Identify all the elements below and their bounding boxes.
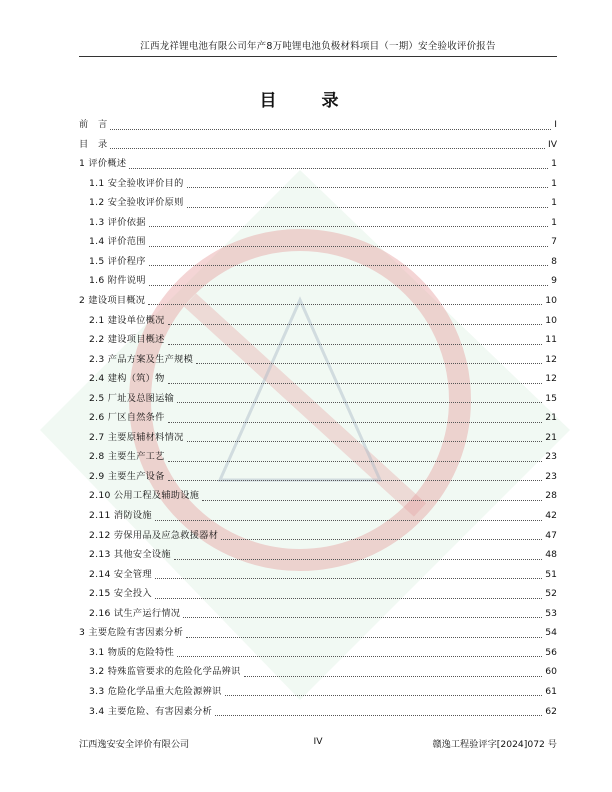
toc-leader-dots (168, 324, 543, 325)
toc-entry-label: 1.4 评价范围 (89, 236, 146, 248)
toc-entry[interactable] (79, 607, 557, 621)
toc-entry-page: 23 (545, 470, 557, 482)
toc-leader-dots (187, 207, 549, 208)
toc-entry-page: 1 (551, 216, 557, 228)
toc-entry-label: 2.3 产品方案及生产规模 (89, 353, 194, 365)
toc-entry-page: 60 (545, 666, 557, 678)
toc-entry-page: 21 (545, 412, 557, 424)
report-number: 赣逸工程验评字[2024]072 号 (432, 739, 557, 750)
toc-leader-dots (149, 265, 548, 266)
toc-entry-page: 51 (545, 568, 557, 580)
toc-entry-label: 3.2 特殊监管要求的危险化学品辨识 (89, 666, 241, 678)
toc-entry-page: 15 (545, 392, 557, 404)
toc-entry-page: 28 (545, 490, 557, 502)
toc-entry-label: 2.15 安全投入 (89, 588, 152, 600)
toc-entry-page: 10 (545, 314, 557, 326)
toc-leader-dots (186, 637, 542, 638)
toc-leader-dots (187, 441, 543, 442)
toc-entry[interactable] (79, 450, 557, 464)
toc-entry[interactable] (79, 353, 557, 367)
toc-leader-dots (187, 187, 549, 188)
toc-leader-dots (149, 226, 548, 227)
toc-leader-dots (155, 578, 542, 579)
toc-leader-dots (155, 598, 542, 599)
toc-entry[interactable] (79, 235, 557, 249)
toc-entry-page: 56 (545, 646, 557, 658)
toc-entry-page: 8 (551, 255, 557, 267)
toc-entry-label: 2 建设项目概况 (79, 294, 146, 306)
toc-entry-label: 2.2 建设项目概述 (89, 334, 165, 346)
toc-leader-dots (215, 715, 542, 716)
toc-entry-page: 23 (545, 451, 557, 463)
toc-entry-page: 48 (545, 549, 557, 561)
toc-leader-dots (177, 656, 542, 657)
toc-leader-dots (148, 304, 542, 305)
toc-entry-label: 3.1 物质的危险特性 (89, 646, 175, 658)
toc-entry[interactable] (79, 392, 557, 406)
toc-entry[interactable] (79, 216, 557, 230)
toc-entry-page: 42 (545, 510, 557, 521)
toc-entry-page: 12 (545, 353, 557, 365)
toc-entry[interactable] (79, 138, 557, 152)
toc-entry-page: 62 (545, 705, 557, 717)
toc-entry[interactable] (79, 411, 557, 425)
toc-entry-page: 47 (545, 529, 557, 541)
toc-entry-label: 2.8 主要生产工艺 (89, 451, 165, 463)
toc-entry-page: 52 (545, 588, 557, 600)
page-number: IV (313, 736, 323, 747)
toc-entry-label: 3.4 主要危险、有害因素分析 (89, 705, 213, 717)
toc-entry[interactable] (79, 118, 557, 132)
toc-leader-dots (177, 402, 542, 403)
toc-entry[interactable] (79, 372, 557, 386)
toc-entry[interactable] (79, 294, 557, 308)
toc-entry-page: 12 (545, 373, 557, 385)
toc-leader-dots (129, 168, 548, 169)
toc-entry-label: 3 主要危险有害因素分析 (79, 627, 184, 639)
toc-entry-page: 21 (545, 431, 557, 443)
toc-entry[interactable] (79, 255, 557, 269)
header-rule (79, 56, 557, 57)
toc-leader-dots (244, 676, 543, 677)
toc-entry[interactable] (79, 587, 557, 601)
toc-entry-page: I (554, 119, 557, 130)
toc-entry-label: 1.3 评价依据 (89, 216, 146, 228)
toc-entry[interactable] (79, 568, 557, 582)
toc-entry-label: 2.5 厂址及总图运输 (89, 392, 175, 404)
toc-entry-page: IV (548, 138, 557, 150)
toc-entry-label: 2.16 试生产运行情况 (89, 607, 181, 619)
toc-entry[interactable] (79, 333, 557, 347)
toc-leader-dots (110, 148, 545, 149)
toc-leader-dots (149, 246, 548, 247)
toc-leader-dots (221, 539, 542, 540)
toc-entry-label: 3.3 危险化学品重大危险源辨识 (89, 685, 222, 697)
running-header: 江西龙祥锂电池有限公司年产8万吨锂电池负极材料项目（一期）安全验收评价报告 (140, 41, 496, 52)
toc-entry[interactable] (79, 646, 557, 660)
toc-entry[interactable] (79, 431, 557, 445)
toc-entry-page: 7 (551, 236, 557, 248)
toc-entry-label: 2.14 安全管理 (89, 568, 152, 580)
toc-entry[interactable] (79, 314, 557, 328)
toc-entry-label: 1.1 安全验收评价目的 (89, 177, 184, 189)
toc-leader-dots (168, 422, 543, 423)
toc-entry[interactable] (79, 685, 557, 699)
toc-entry-label: 2.4 建构（筑）物 (89, 373, 165, 385)
toc-entry[interactable] (79, 489, 557, 503)
toc-entry-label: 1.2 安全验收评价原则 (89, 197, 184, 209)
toc-leader-dots (155, 520, 542, 521)
toc-leader-dots (110, 129, 551, 130)
toc-entry-label: 2.9 主要生产设备 (89, 470, 165, 482)
toc-entry-label: 2.1 建设单位概况 (89, 314, 165, 326)
toc-entry-page: 1 (551, 197, 557, 209)
toc-entry-label: 1.6 附件说明 (89, 275, 146, 287)
toc-entry-label: 目 录 (79, 138, 108, 150)
toc-leader-dots (168, 480, 543, 481)
toc-entry[interactable] (79, 705, 557, 719)
toc-leader-dots (225, 695, 543, 696)
toc-leader-dots (183, 617, 542, 618)
toc-entry-label: 2.11 消防设施 (89, 510, 152, 521)
toc-entry-label: 1 评价概述 (79, 158, 127, 170)
toc-leader-dots (168, 383, 543, 384)
toc-entry-page: 53 (545, 607, 557, 619)
toc-leader-dots (174, 559, 542, 560)
toc-entry-label: 2.13 其他安全设施 (89, 549, 171, 561)
toc-entry[interactable] (79, 548, 557, 562)
toc-entry-label: 2.10 公用工程及辅助设施 (89, 490, 200, 502)
toc-entry-label: 2.12 劳保用品及应急救援器材 (89, 529, 219, 541)
toc-entry-page: 1 (551, 177, 557, 189)
toc-entry[interactable] (79, 665, 557, 679)
toc-entry[interactable] (79, 529, 557, 543)
toc-entry-page: 1 (551, 158, 557, 170)
footer-company: 江西逸安安全评价有限公司 (79, 739, 190, 750)
toc-entry-page: 61 (545, 685, 557, 697)
toc-entry[interactable] (79, 509, 557, 523)
toc-entry[interactable] (79, 274, 557, 288)
toc-entry[interactable] (79, 177, 557, 191)
toc-entry-page: 9 (551, 275, 557, 287)
toc-leader-dots (196, 363, 542, 364)
toc-entry-label: 2.6 厂区自然条件 (89, 412, 165, 424)
toc-leader-dots (168, 344, 543, 345)
toc-entry[interactable] (79, 470, 557, 484)
toc-entry-page: 54 (545, 627, 557, 639)
toc-leader-dots (168, 461, 543, 462)
toc-entry-label: 前 言 (79, 119, 108, 130)
toc-entry-label: 1.5 评价程序 (89, 255, 146, 267)
toc-entry[interactable] (79, 196, 557, 210)
toc-entry-page: 10 (545, 294, 557, 306)
toc-entry[interactable] (79, 157, 557, 171)
toc-entry-label: 2.7 主要原辅材料情况 (89, 431, 184, 443)
toc-entry-page: 11 (545, 334, 557, 346)
toc-heading: 目 录 (259, 91, 353, 111)
toc-leader-dots (202, 500, 542, 501)
toc-entry[interactable] (79, 626, 557, 640)
toc-leader-dots (149, 285, 548, 286)
